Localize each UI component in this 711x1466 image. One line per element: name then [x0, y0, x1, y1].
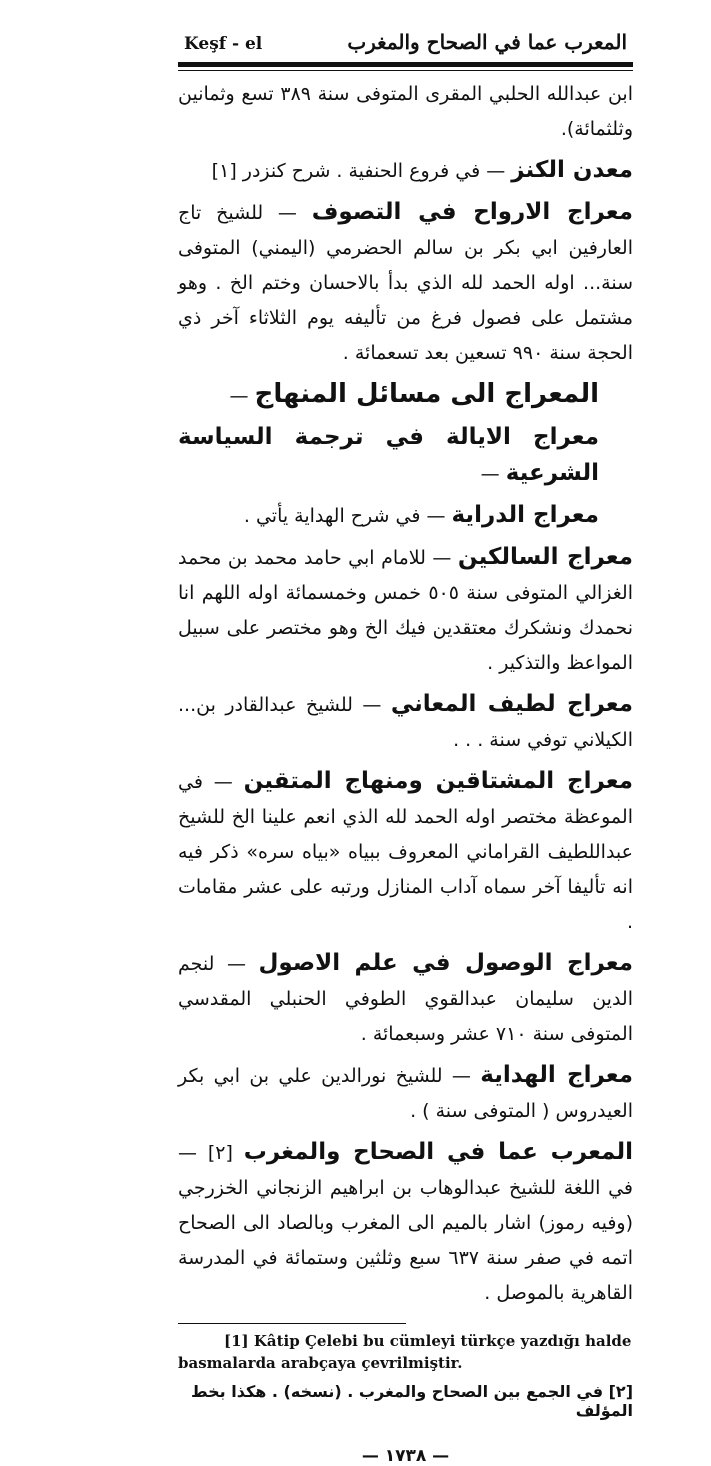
footnote-rule [178, 1323, 406, 1324]
entry [178, 153, 633, 189]
footnote-1-marker: [1] [224, 1332, 249, 1350]
entry-title: معراج الهداية [480, 1062, 633, 1088]
entry-text: — [480, 463, 500, 485]
footnote-1-line1: Kâtip Çelebi bu cümleyi türkçe yazdığı halde [253, 1332, 632, 1350]
entry-title: معراج الايالة في ترجمة السياسة الشرعية [178, 424, 599, 486]
footnote-2: [٢] في الجمع بين الصحاح والمغرب . (نسخه) . هكذا بخط المؤلف [190, 1382, 633, 1420]
entry-text: — للشيخ عبدالقادر بن... الكيلاني توفي سنة . . . [178, 694, 633, 751]
entry [178, 687, 633, 758]
header-rule-thin [178, 70, 633, 71]
entry [178, 1058, 633, 1129]
page [178, 30, 633, 1466]
entry [178, 377, 633, 414]
entry-title: معراج الارواح في التصوف [311, 199, 633, 225]
footnote-1 [178, 1330, 633, 1374]
entry-text: — للشيخ نورالدين علي بن ابي بكر العيدروس ( المتوفى سنة ) . [178, 1065, 633, 1122]
entry-text: ابن عبدالله الحلبي المقرى المتوفى سنة ٣٨٩ تسع وثمانين وثلثمائة). [178, 83, 633, 140]
page-number: — ١٧٣٨ — [361, 1446, 450, 1466]
entries-list [178, 77, 633, 1311]
footnote-1-line2: basmalarda arabçaya çevrilmiştir. [178, 1354, 463, 1372]
entry-text: — في شرح الهداية يأتي . [243, 505, 446, 527]
entry-title: معدن الكنز [511, 157, 633, 183]
entry-text: — [229, 385, 249, 407]
entry-title: المعراج الى مسائل المنهاج [254, 379, 599, 409]
entry [178, 540, 633, 681]
header-left: Keşf - el [184, 34, 263, 54]
entry [178, 1135, 633, 1311]
entry-text: — في فروع الحنفية . شرح كنزدر [١] [211, 160, 506, 182]
running-header [178, 30, 633, 60]
entry [178, 195, 633, 371]
entry-title: معراج المشتاقين ومنهاج المتقين [243, 768, 633, 794]
entry [178, 498, 633, 534]
entry-text: — في الموعظة مختصر اوله الحمد لله الذي انعم علينا الخ للشيخ عبداللطيف القراماني المعروف ببياه «بياه سره» ذكر فيه انه تأليفا آخر سماه آداب المنازل ورتبه على عشر مقامات . [178, 771, 633, 933]
header-rule-thick [178, 62, 633, 67]
entry [178, 764, 633, 940]
entry-title: معراج الدراية [451, 502, 599, 528]
entry [178, 420, 633, 492]
header-right: المعرب عما في الصحاح والمغرب [347, 30, 627, 54]
entry-text: — للشيخ تاج العارفين ابي بكر بن سالم الحضرمي (اليمني) المتوفى سنة... اوله الحمد لله الذي بدأ بالاحسان وختم الخ . وهو مشتمل على فصول فرغ من تأليفه يوم الثلاثاء آخر ذي الحجة سنة ٩٩٠ تسعين بعد تسعمائة . [178, 202, 633, 364]
entry-text: — للامام ابي حامد محمد بن محمد الغزالي المتوفى سنة ٥٠٥ خمس وخمسمائة اوله اللهم انا نحمدك ونشكرك معتقدين فيك الخ وهو مختصر على سبيل المواعظ والتذكير . [178, 547, 633, 674]
entry [178, 946, 633, 1052]
entry [178, 77, 633, 147]
entry-text: [٢] — في اللغة للشيخ عبدالوهاب بن ابراهيم الزنجاني الخزرجي (وفيه رموز) اشار بالميم الى المغرب وبالصاد الى الصحاح اتمه في صفر سنة ٦٣٧ سبع وثلثين وستمائة في المدرسة القاهرية بالموصل . [178, 1142, 633, 1304]
entry-title: معراج السالكين [457, 544, 634, 570]
entry-title: معراج الوصول في علم الاصول [258, 950, 633, 976]
entry-text: — لنجم الدين سليمان عبدالقوي الطوفي الحنبلي المقدسي المتوفى سنة ٧١٠ عشر وسبعمائة . [178, 953, 633, 1045]
entry-title: معراج لطيف المعاني [390, 691, 633, 717]
footnotes [178, 1323, 633, 1420]
entry-title: المعرب عما في الصحاح والمغرب [243, 1139, 633, 1165]
